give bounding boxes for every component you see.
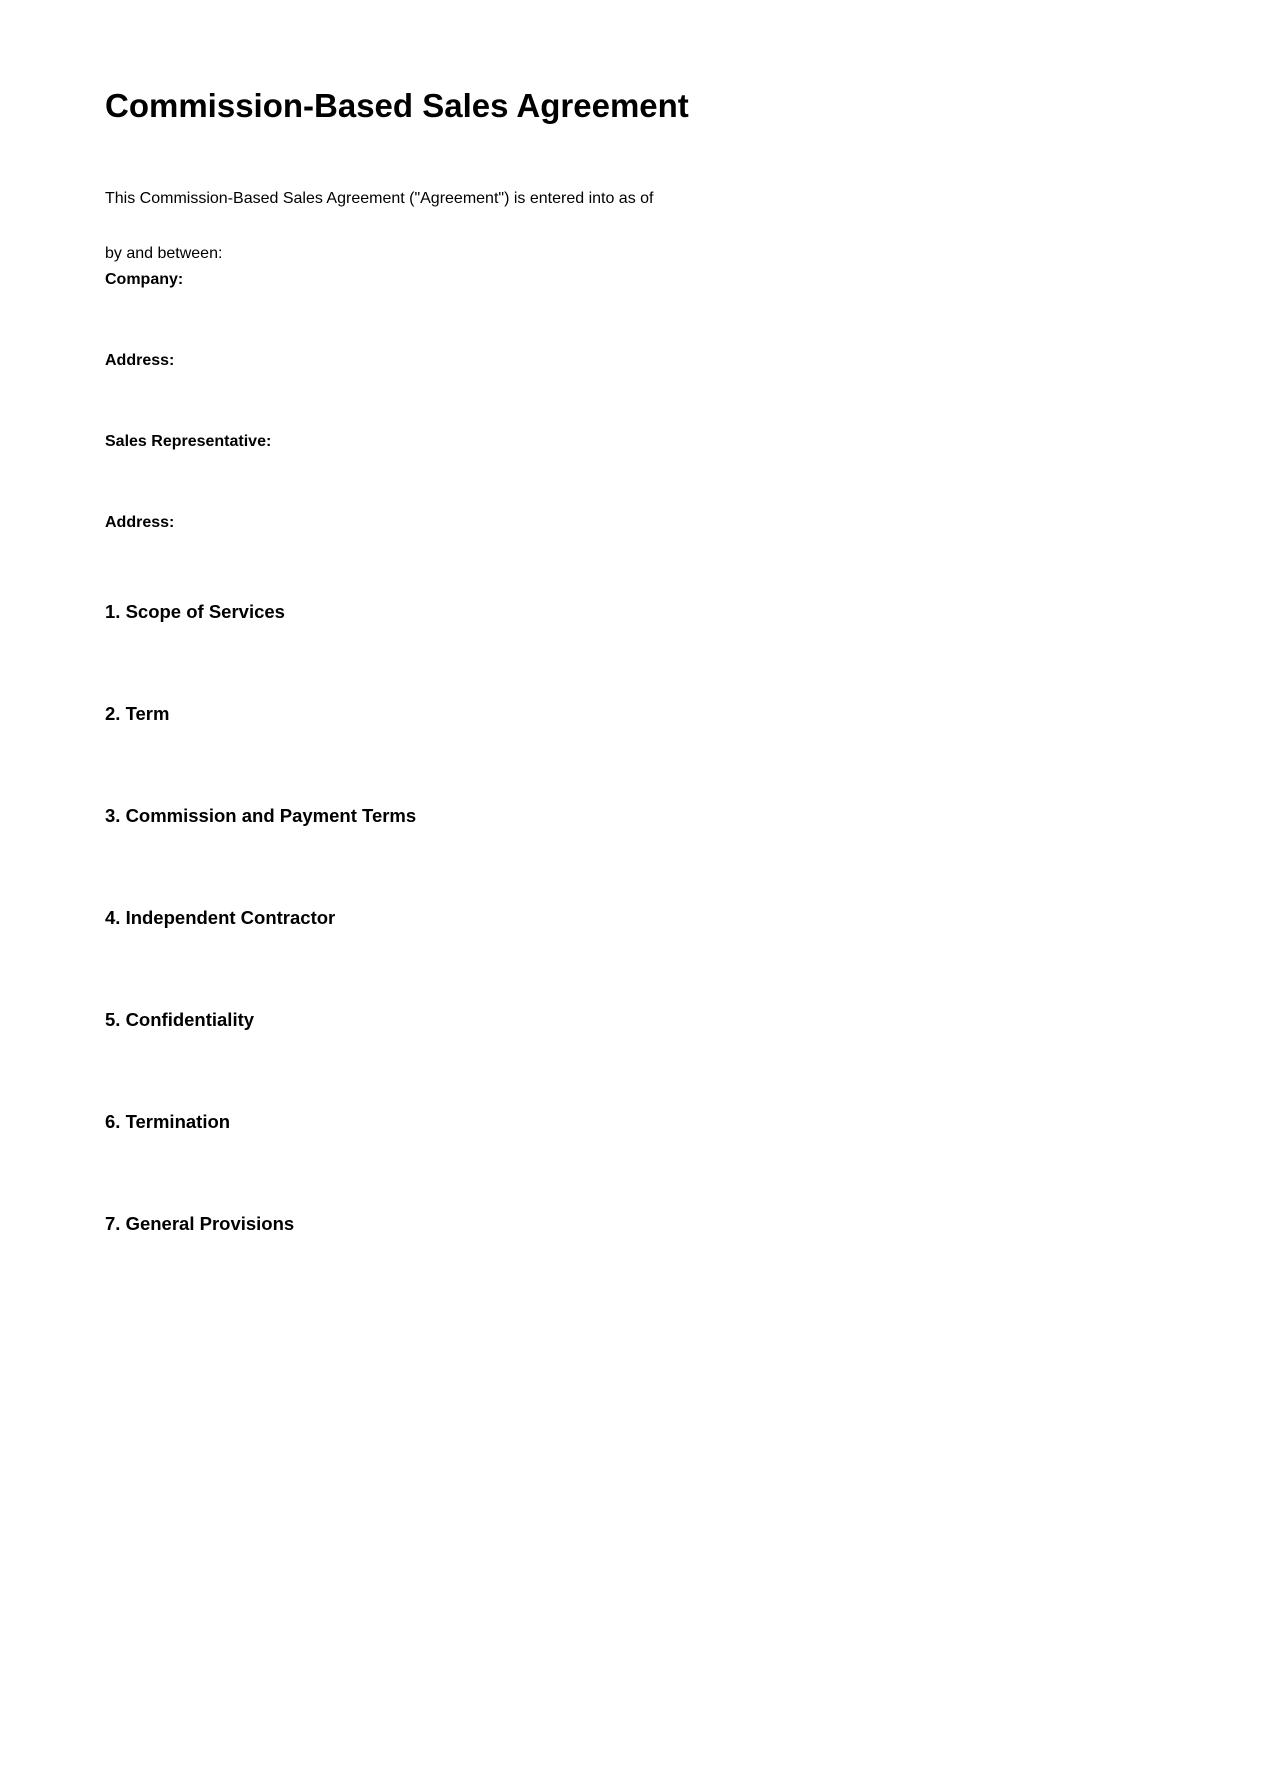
company-label: Company: <box>105 271 184 288</box>
section-heading-termination: 6. Termination <box>105 1111 231 1132</box>
sales-representative-label: Sales Representative: <box>105 433 272 450</box>
section-heading-confidentiality: 5. Confidentiality <box>105 1009 255 1030</box>
company-address-label: Address: <box>105 352 175 369</box>
section-heading-scope-of-services: 1. Scope of Services <box>105 601 285 622</box>
document-title: Commission-Based Sales Agreement <box>105 87 689 124</box>
intro-line: This Commission-Based Sales Agreement ("Agreement") is entered into as of <box>105 190 654 207</box>
section-heading-general-provisions: 7. General Provisions <box>105 1213 295 1234</box>
section-heading-term: 2. Term <box>105 703 170 724</box>
section-heading-commission-and-payment-terms: 3. Commission and Payment Terms <box>105 805 417 826</box>
between-line: by and between: <box>105 245 223 262</box>
section-heading-independent-contractor: 4. Independent Contractor <box>105 907 336 928</box>
representative-address-label: Address: <box>105 514 175 531</box>
